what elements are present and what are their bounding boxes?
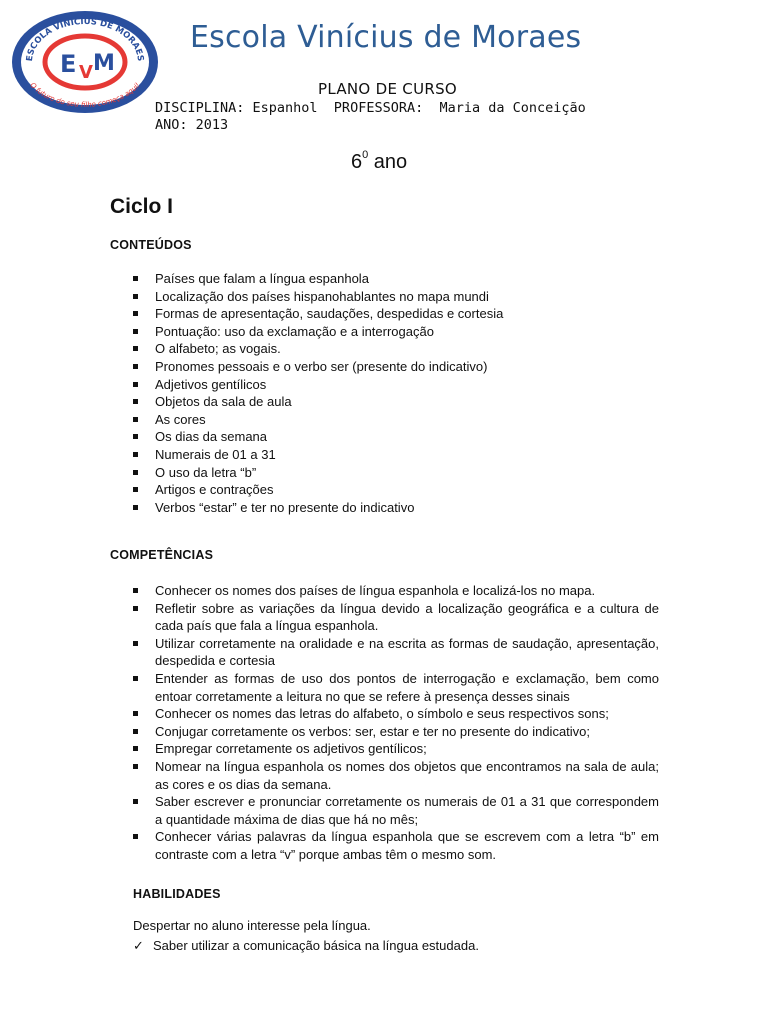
content-item (131, 481, 671, 499)
content-item-text: Formas de apresentação, saudações, despedidas e cortesia (155, 306, 504, 322)
bullet-square-icon (133, 641, 138, 646)
logo-top-text: ESCOLA VINÍCIUS DE MORAES (24, 16, 146, 62)
bullet-square-icon (133, 294, 138, 299)
competencies-list (131, 582, 659, 864)
content-item (131, 499, 671, 517)
bullet-square-icon (133, 276, 138, 281)
bullet-square-icon (133, 588, 138, 593)
content-item (131, 464, 671, 482)
course-meta (155, 100, 586, 134)
content-item-text: Pronomes pessoais e o verbo ser (presente do indicativo) (155, 358, 488, 374)
competency-item (131, 705, 659, 723)
content-item-text: Artigos e contrações (155, 482, 274, 498)
skills-intro: Despertar no aluno interesse pela língua. (133, 918, 371, 933)
contents-list (131, 270, 671, 516)
bullet-square-icon (133, 382, 138, 387)
grade-superscript: 0 (362, 149, 369, 162)
logo-slogan: O futuro do seu filho começa aqui! (28, 81, 142, 109)
content-item (131, 323, 671, 341)
content-item (131, 393, 671, 411)
bullet-square-icon (133, 746, 138, 751)
competency-item (131, 670, 659, 705)
content-item (131, 428, 671, 446)
content-item (131, 270, 671, 288)
competency-item (131, 582, 659, 600)
content-item (131, 358, 671, 376)
skills-heading: HABILIDADES (133, 887, 221, 901)
bullet-square-icon (133, 417, 138, 422)
bullet-square-icon (133, 311, 138, 316)
grade-label (351, 151, 407, 174)
discipline-teacher-line: DISCIPLINA: Espanhol PROFESSORA: Maria da Conceição (155, 100, 586, 116)
content-item-text: Países que falam a língua espanhola (155, 271, 369, 286)
content-item-text: O alfabeto; as vogais. (155, 341, 281, 357)
competency-item (131, 758, 659, 793)
competency-item-text: Conhecer os nomes das letras do alfabeto, o símbolo e seus respectivos sons; (155, 706, 609, 722)
content-item-text: Pontuação: uso da exclamação e a interrogação (155, 323, 434, 339)
competency-item-text: Conhecer várias palavras da língua espanhola que se escrevem com a letra “b” em contraste com a letra “v” porque ambas têm o mesmo som. (155, 829, 659, 862)
competency-item-text: Conhecer os nomes dos países de língua espanhola e localizá-los no mapa. (155, 583, 596, 598)
content-item (131, 288, 671, 306)
competency-item-text: Empregar corretamente os adjetivos gentílicos; (155, 741, 427, 757)
competency-item-text: Nomear na língua espanhola os nomes dos objetos que encontramos na sala de aula; as cores e os dias da semana. (155, 758, 659, 792)
bullet-square-icon (133, 606, 138, 611)
content-item (131, 446, 671, 464)
bullet-square-icon (133, 505, 138, 510)
bullet-square-icon (133, 834, 138, 839)
bullet-square-icon (133, 452, 138, 457)
content-item-text: O uso da letra “b” (155, 464, 257, 480)
competency-item-text: Saber escrever e pronunciar corretamente os numerais de 01 a 31 que correspondem a quantidade máxima de dias que há no mês; (155, 794, 659, 827)
grade-number: 6 (351, 151, 363, 173)
bullet-square-icon (133, 346, 138, 351)
content-item-text: Numerais de 01 a 31 (155, 446, 276, 462)
competency-item (131, 635, 659, 670)
content-item-text: Os dias da semana (155, 429, 268, 445)
bullet-square-icon (133, 711, 138, 716)
competency-item (131, 793, 659, 828)
logo-letter-e: E (60, 50, 77, 78)
grade-suffix: ano (368, 151, 408, 173)
cycle-title: Ciclo I (110, 195, 174, 218)
bullet-square-icon (133, 764, 138, 769)
bullet-square-icon (133, 470, 138, 475)
bullet-square-icon (133, 434, 138, 439)
bullet-square-icon (133, 487, 138, 492)
bullet-square-icon (133, 329, 138, 334)
skills-check-item (133, 938, 479, 954)
bullet-square-icon (133, 399, 138, 404)
content-item (131, 376, 671, 394)
competency-item-text: Utilizar corretamente na oralidade e na escrita as formas de saudação, apresentação, despedida e cortesia (155, 635, 659, 669)
competency-item (131, 740, 659, 758)
bullet-square-icon (133, 729, 138, 734)
competencies-heading: COMPETÊNCIAS (110, 548, 214, 562)
school-logo (10, 8, 160, 116)
content-item-text: Localização dos países hispanohablantes no mapa mundi (155, 288, 489, 304)
content-item (131, 411, 671, 429)
plan-title: PLANO DE CURSO (318, 80, 458, 98)
content-item-text: Objetos da sala de aula (155, 394, 292, 410)
bullet-square-icon (133, 676, 138, 681)
competency-item-text: Refletir sobre as variações da língua devido a localização geográfica e a cultura de cada país que fala a língua espanhola. (155, 600, 659, 634)
competency-item (131, 723, 659, 741)
check-icon: ✓ (133, 938, 144, 953)
content-item (131, 340, 671, 358)
competency-item (131, 600, 659, 635)
year-line: ANO: 2013 (155, 117, 229, 133)
content-item-text: Verbos “estar” e ter no presente do indicativo (155, 499, 415, 515)
competency-item-text: Entender as formas de uso dos pontos de interrogação e exclamação, bem como entoar corretamente a leitura no que se refere à presença desses sinais (155, 670, 659, 704)
competency-item-text: Conjugar corretamente os verbos: ser, estar e ter no presente do indicativo; (155, 723, 591, 739)
bullet-square-icon (133, 799, 138, 804)
competency-item (131, 828, 659, 863)
logo-letter-m: M (93, 51, 115, 76)
skills-check-text: Saber utilizar a comunicação básica na língua estudada. (153, 938, 479, 953)
school-name: Escola Vinícius de Moraes (190, 20, 582, 55)
bullet-square-icon (133, 364, 138, 369)
content-item-text: As cores (155, 411, 206, 427)
contents-heading: CONTEÚDOS (110, 238, 192, 252)
logo-letter-v: V (79, 62, 93, 83)
content-item-text: Adjetivos gentílicos (155, 376, 267, 392)
content-item (131, 305, 671, 323)
